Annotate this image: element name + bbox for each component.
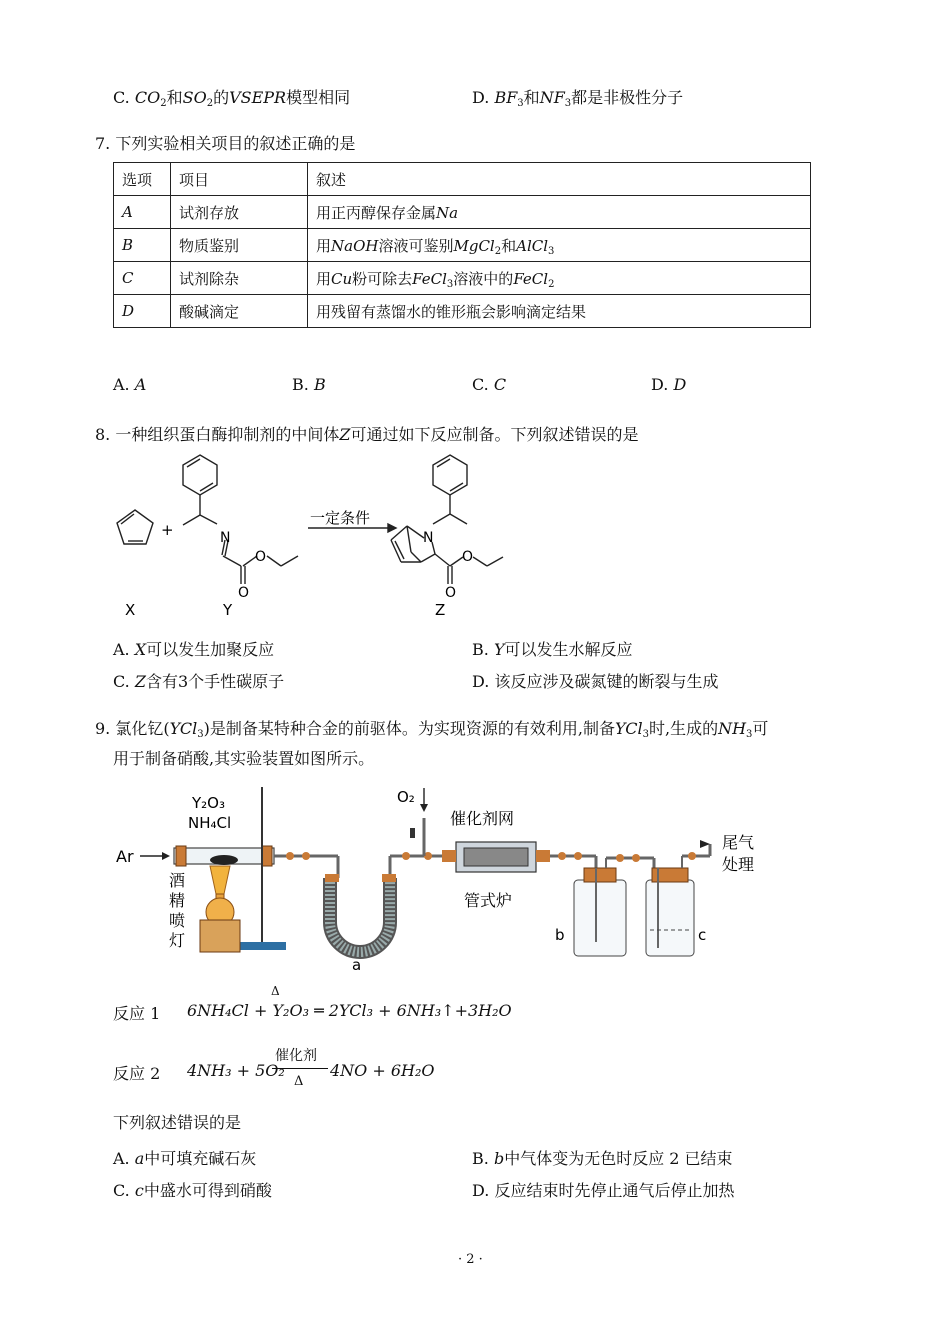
table-cell: B [114, 229, 171, 262]
q7-option-b: B. B [292, 375, 326, 394]
q8-stem: 8. 一种组织蛋白酶抑制剂的中间体Z可通过如下反应制备。下列叙述错误的是 [95, 425, 639, 444]
header-cell: 选项 [114, 163, 171, 196]
bottle-label-b: b [555, 926, 565, 944]
q7-option-c: C. C [472, 375, 507, 394]
q7-option-a: A. A [113, 375, 147, 394]
atom-o-label: O [445, 585, 457, 601]
table-row [114, 196, 811, 229]
q8-option-d: D. 该反应涉及碳氮键的断裂与生成 [472, 672, 719, 691]
q9-stem-line1: 9. 氯化钇(YCl$_3$)是制备某特种合金的前驱体。为实现资源的有效利用,制备YCl$_3$时,生成的$NH_3$可 [95, 719, 769, 740]
q6-option-d: D. $BF_3$和$NF_3$都是非极性分子 [472, 88, 684, 109]
table-cell: D [114, 295, 171, 328]
bottle-b [574, 880, 626, 956]
molecule-y [183, 455, 298, 584]
valve-icon[interactable] [410, 828, 415, 838]
q9-option-d: D. 反应结束时先停止通气后停止加热 [472, 1181, 735, 1200]
table-row [114, 262, 811, 295]
q9-stem-line2: 用于制备硝酸,其实验装置如图所示。 [113, 749, 375, 768]
arrow-condition-label: 一定条件 [310, 509, 371, 527]
catalyst-label: 催化剂网 [450, 809, 515, 828]
table-cell: 用NaOH溶液可鉴别MgCl$_2$和AlCl$_3$ [308, 229, 811, 262]
apparatus-diagram [112, 782, 772, 974]
ar-label: Ar [116, 847, 134, 866]
table-cell: A [114, 196, 171, 229]
label-z: Z [435, 601, 446, 619]
bottle-c [646, 880, 694, 956]
reaction-scheme-diagram [105, 450, 545, 630]
reaction-1-condition: Δ [271, 984, 280, 998]
table-cell: 酸碱滴定 [171, 295, 308, 328]
q8-option-c: C. Z含有3个手性碳原子 [113, 672, 285, 691]
exhaust-label-1: 尾气 [722, 833, 755, 852]
stand-base [240, 942, 286, 950]
exhaust-label-2: 处理 [722, 855, 755, 874]
reaction-2-condition-top: 催化剂 [275, 1048, 317, 1064]
table-row [114, 229, 811, 262]
molecule-z [391, 455, 503, 584]
q7-option-d: D. D [651, 375, 687, 394]
label-x: X [125, 601, 136, 619]
plus-sign: + [161, 521, 174, 539]
table-cell: C [114, 262, 171, 295]
table-header-row [114, 163, 811, 196]
solid-reagent [210, 855, 238, 865]
table-cell: 用正丙醇保存金属Na [308, 196, 811, 229]
u-tube-label-a: a [352, 956, 362, 974]
furnace-label: 管式炉 [464, 891, 513, 910]
atom-n-label: N [423, 530, 434, 546]
atom-o-label: O [238, 585, 250, 601]
reagent-nh4cl-label: NH₄Cl [188, 814, 232, 832]
q8-option-b: B. Y可以发生水解反应 [472, 640, 633, 659]
stopper-icon [262, 846, 272, 866]
reaction-2-right: 4NO + 6H₂O [330, 1061, 435, 1080]
label-y: Y [223, 601, 233, 619]
q7-table [113, 162, 811, 328]
reaction-1-equation: 6NH₄Cl + Y₂O₃ ═ 2YCl₃ + 6NH₃↑+3H₂O [187, 1001, 512, 1020]
table-row [114, 295, 811, 328]
header-cell: 叙述 [308, 163, 811, 196]
atom-o-label: O [255, 549, 267, 565]
reaction-2-bar [272, 1068, 328, 1069]
q9-option-a: A. a中可填充碱石灰 [113, 1149, 257, 1168]
page-number: · 2 · [458, 1252, 483, 1267]
q9-option-c: C. c中盛水可得到硝酸 [113, 1181, 272, 1200]
table-cell: 物质鉴别 [171, 229, 308, 262]
reaction-2-label: 反应 2 [113, 1064, 161, 1083]
lamp-label-1: 酒 [169, 871, 186, 890]
table-cell: 试剂存放 [171, 196, 308, 229]
catalyst-mesh [464, 848, 528, 866]
header-cell: 项目 [171, 163, 308, 196]
table-cell: 试剂除杂 [171, 262, 308, 295]
table-cell: 用Cu粉可除去FeCl$_3$溶液中的FeCl$_2$ [308, 262, 811, 295]
o2-label: O₂ [397, 788, 415, 806]
q8-option-a: A. X可以发生加聚反应 [113, 640, 275, 659]
stopper-icon [176, 846, 186, 866]
q6-option-c: C. $CO_2$和$SO_2$的VSEPR模型相同 [113, 88, 351, 109]
reagent-y2o3-label: Y₂O₃ [192, 794, 225, 812]
reaction-2-condition-bottom: Δ [294, 1074, 304, 1089]
reaction-2-left: 4NH₃ + 5O₂ [187, 1061, 285, 1080]
q7-stem: 7. 下列实验相关项目的叙述正确的是 [95, 134, 356, 153]
flame [210, 866, 230, 894]
bottle-label-c: c [698, 926, 707, 944]
lamp-label-4: 灯 [169, 931, 186, 950]
lamp-label-3: 喷 [169, 911, 186, 930]
lamp-label-2: 精 [169, 891, 186, 910]
molecule-x [117, 510, 153, 544]
atom-o-label: O [462, 549, 474, 565]
atom-n-label: N [220, 530, 231, 546]
q9-sub-stem: 下列叙述错误的是 [113, 1113, 242, 1132]
table-cell: 用残留有蒸馏水的锥形瓶会影响滴定结果 [308, 295, 811, 328]
q9-option-b: B. b中气体变为无色时反应 2 已结束 [472, 1149, 733, 1168]
lamp-base [200, 920, 240, 952]
reaction-1-label: 反应 1 [113, 1004, 161, 1023]
